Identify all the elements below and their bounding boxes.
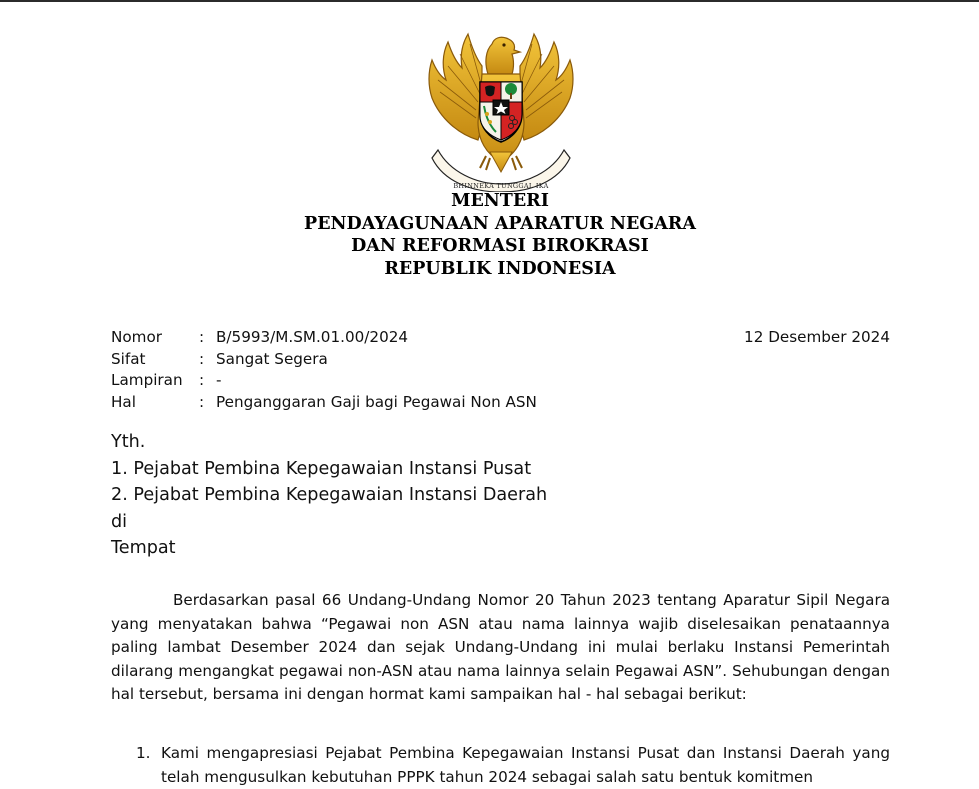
meta-sifat-value: Sangat Segera: [216, 349, 328, 368]
recipient-item-1: 1. Pejabat Pembina Kepegawaian Instansi Pusat: [111, 458, 532, 479]
letter-date: 12 Desember 2024: [744, 328, 890, 346]
list-item-text: Kami mengapresiasi Pejabat Pembina Kepegawaian Instansi Pusat dan Instansi Daerah yang telah mengusulkan kebutuhan PPPK tahun 2024 sebagai salah satu bentuk komitmen: [161, 744, 890, 786]
meta-sifat-sep: :: [199, 349, 205, 368]
emblem-right-wing: [520, 34, 573, 140]
meta-hal-label: Hal: [111, 392, 136, 411]
meta-lampiran-label: Lampiran: [111, 371, 183, 389]
meta-sifat: [111, 349, 537, 371]
letterhead-line-3: DAN REFORMASI BIROKRASI: [351, 236, 649, 256]
meta-nomor-label: Nomor: [111, 328, 162, 346]
meta-nomor: [111, 327, 537, 349]
meta-hal: [111, 392, 537, 414]
body-paragraph-1: Berdasarkan pasal 66 Undang-Undang Nomor 20 Tahun 2023 tentang Aparatur Sipil Negara yang menyatakan bahwa “Pegawai non ASN atau nama lainnya wajib diselesaikan penataannya paling lambat Desember 2024 dan sejak Undang-Undang ini mulai berlaku Instansi Pemerintah dilarang mengangkat pegawai non-ASN atau nama lainnya selain Pegawai ASN”. Sehubungan dengan hal tersebut, bersama ini dengan hormat kami sampaikan hal - hal sebagai berikut:: [111, 591, 890, 703]
meta-lampiran-value: -: [216, 371, 222, 389]
emblem-tail: [490, 152, 512, 172]
recipients-greeting: Yth.: [111, 432, 146, 452]
garuda-pancasila-emblem: [420, 22, 582, 192]
recipient-item-2: 2. Pejabat Pembina Kepegawaian Instansi Daerah: [111, 485, 548, 505]
letterhead: [0, 190, 979, 280]
meta-nomor-value: B/5993/M.SM.01.00/2024: [216, 328, 409, 346]
page-top-rule: [0, 0, 979, 2]
meta-hal-value: Penganggaran Gaji bagi Pegawai Non ASN: [216, 392, 537, 411]
emblem-head: [486, 37, 520, 74]
list-item-number: 1.: [136, 744, 151, 762]
numbered-list: [136, 741, 890, 789]
letter-meta: [111, 327, 537, 413]
meta-sifat-label: Sifat: [111, 349, 146, 368]
emblem-motto: BHINNEKA TUNGGAL IKA: [453, 182, 549, 190]
letterhead-line-1: MENTERI: [451, 191, 549, 211]
letter-body: [111, 589, 890, 707]
letterhead-line-4: REPUBLIK INDONESIA: [384, 258, 616, 279]
meta-lampiran-sep: :: [199, 371, 205, 389]
emblem-left-wing: [429, 34, 482, 140]
meta-hal-sep: :: [199, 392, 205, 411]
letterhead-line-2: PENDAYAGUNAAN APARATUR NEGARA: [304, 213, 696, 234]
list-item: [136, 741, 890, 789]
recipients-block: [111, 429, 547, 562]
meta-nomor-sep: :: [199, 328, 205, 346]
meta-lampiran: [111, 370, 537, 392]
recipients-place: Tempat: [111, 538, 176, 558]
recipients-di: di: [111, 511, 128, 532]
